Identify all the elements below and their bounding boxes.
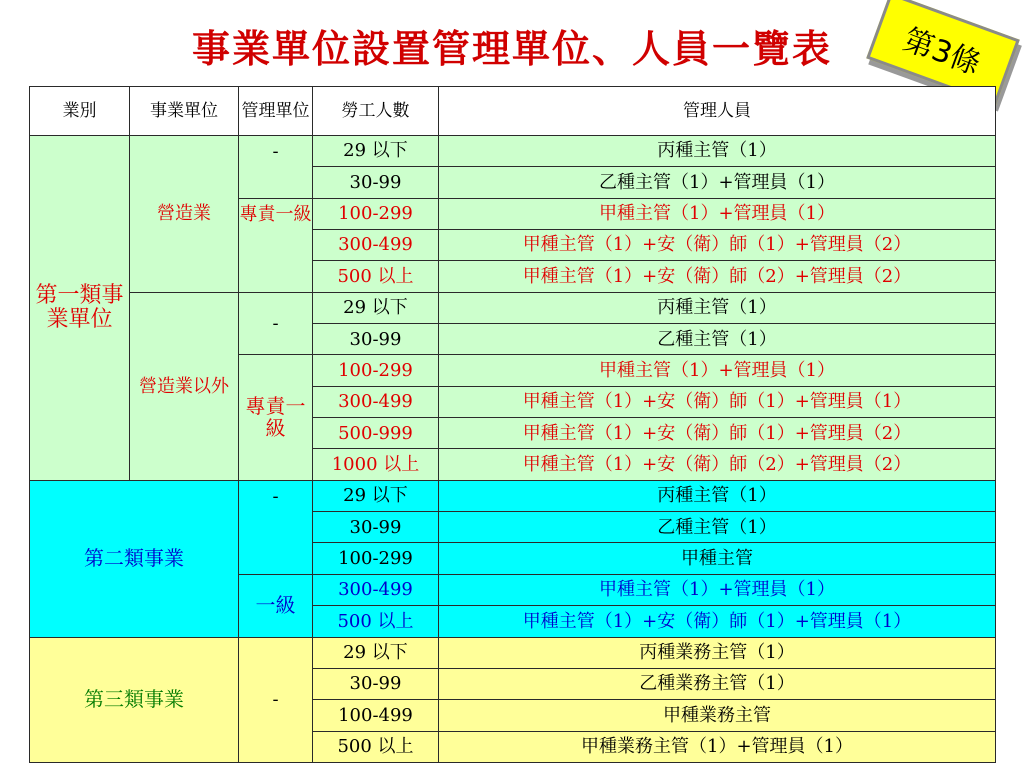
managers-cell: 甲種主管（1）+管理員（1） — [439, 355, 996, 386]
workers-cell: 30-99 — [313, 324, 439, 355]
workers-cell: 500 以上 — [313, 731, 439, 762]
unit-label: 營造業以外 — [139, 375, 229, 397]
managers-cell: 甲種主管 — [439, 543, 996, 574]
managers-cell: 丙種主管（1） — [439, 480, 996, 511]
workers-cell: 30-99 — [313, 668, 439, 699]
workers-cell: 100-299 — [313, 198, 439, 229]
workers-cell: 29 以下 — [313, 136, 439, 167]
workers-cell: 500 以上 — [313, 261, 439, 292]
managers-cell: 甲種業務主管（1）+管理員（1） — [439, 731, 996, 762]
mgmt-unit-label: - — [272, 689, 279, 711]
managers-cell: 乙種主管（1）+管理員（1） — [439, 167, 996, 198]
managers-cell: 丙種主管（1） — [439, 292, 996, 323]
managers-cell: 甲種主管（1）+安（衛）師（2）+管理員（2） — [439, 449, 996, 480]
header-mgmt-unit: 管理單位 — [239, 87, 313, 136]
category-3-cell — [30, 637, 239, 763]
workers-cell: 100-499 — [313, 700, 439, 731]
management-table — [29, 86, 996, 763]
workers-cell: 1000 以上 — [313, 449, 439, 480]
managers-cell: 丙種主管（1） — [439, 136, 996, 167]
table-row — [30, 136, 996, 167]
category-label: 第二類事業 — [84, 545, 184, 570]
managers-cell: 乙種業務主管（1） — [439, 668, 996, 699]
managers-cell: 甲種主管（1）+管理員（1） — [439, 574, 996, 605]
table-row — [30, 292, 996, 323]
category-label: 第一類事業單位 — [35, 283, 124, 332]
workers-cell: 100-299 — [313, 355, 439, 386]
managers-cell: 甲種主管（1）+安（衛）師（1）+管理員（1） — [439, 606, 996, 637]
mgmt-unit-label: 一級 — [255, 592, 296, 617]
mgmt-unit-cell — [239, 292, 313, 355]
workers-cell: 29 以下 — [313, 292, 439, 323]
managers-cell: 甲種主管（1）+安（衛）師（2）+管理員（2） — [439, 261, 996, 292]
page-title: 事業單位設置管理單位、人員一覽表 — [191, 26, 832, 71]
workers-cell: 29 以下 — [313, 480, 439, 511]
unit-construction-cell — [130, 136, 239, 293]
workers-cell: 30-99 — [313, 167, 439, 198]
workers-cell: 500-999 — [313, 418, 439, 449]
mgmt-unit-label: 專責一級 — [245, 394, 306, 440]
header-row — [30, 87, 996, 136]
mgmt-unit-label: - — [272, 312, 279, 334]
mgmt-unit-label: 專責一級 — [239, 203, 312, 225]
workers-cell: 100-299 — [313, 543, 439, 574]
mgmt-unit-cell — [239, 574, 313, 637]
header-managers: 管理人員 — [439, 87, 996, 136]
category-2-cell — [30, 480, 239, 637]
category-label: 第三類事業 — [84, 686, 184, 711]
managers-cell: 乙種主管（1） — [439, 324, 996, 355]
unit-non-construction-cell — [130, 292, 239, 480]
managers-cell: 甲種主管（1）+安（衛）師（1）+管理員（1） — [439, 386, 996, 417]
mgmt-unit-label: - — [272, 141, 279, 162]
mgmt-unit-cell — [239, 480, 313, 574]
mgmt-unit-cell — [239, 355, 313, 480]
article-badge: 第3條 — [866, 0, 1020, 105]
managers-cell: 乙種主管（1） — [439, 512, 996, 543]
category-1-cell — [30, 136, 130, 481]
mgmt-unit-cell — [239, 136, 313, 199]
table-row — [30, 637, 996, 668]
managers-cell: 甲種主管（1）+安（衛）師（1）+管理員（2） — [439, 418, 996, 449]
workers-cell: 300-499 — [313, 230, 439, 261]
workers-cell: 29 以下 — [313, 637, 439, 668]
table-row — [30, 480, 996, 511]
managers-cell: 甲種主管（1）+管理員（1） — [439, 198, 996, 229]
managers-cell: 甲種業務主管 — [439, 700, 996, 731]
header-workers: 勞工人數 — [313, 87, 439, 136]
managers-cell: 甲種主管（1）+安（衛）師（1）+管理員（2） — [439, 230, 996, 261]
header-category: 業別 — [30, 87, 130, 136]
mgmt-unit-cell — [239, 637, 313, 763]
header-unit: 事業單位 — [130, 87, 239, 136]
mgmt-unit-cell — [239, 198, 313, 292]
workers-cell: 300-499 — [313, 386, 439, 417]
workers-cell: 300-499 — [313, 574, 439, 605]
workers-cell: 500 以上 — [313, 606, 439, 637]
unit-label: 營造業 — [157, 203, 211, 225]
workers-cell: 30-99 — [313, 512, 439, 543]
managers-cell: 丙種業務主管（1） — [439, 637, 996, 668]
mgmt-unit-label: - — [272, 485, 279, 507]
